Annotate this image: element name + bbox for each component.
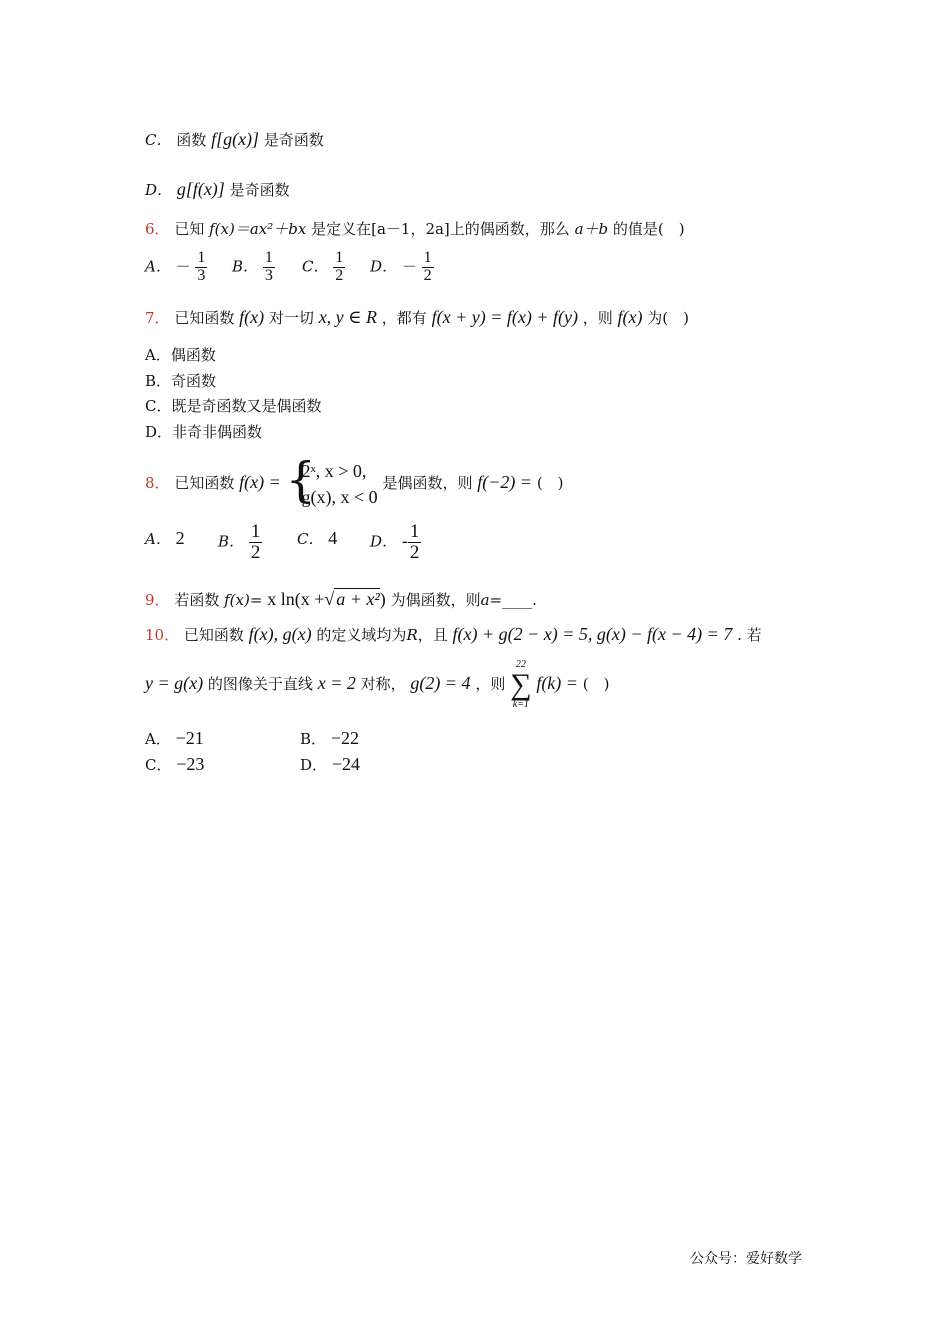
denominator: 3 <box>197 266 206 284</box>
question-6-option-a <box>145 250 207 285</box>
option-label: B． <box>218 532 245 551</box>
math-var: a <box>480 591 490 609</box>
question-8-option-b <box>218 522 262 563</box>
question-8-option-d <box>370 522 421 563</box>
sum-symbol: ∑ <box>510 668 532 701</box>
question-9-stem <box>145 590 537 608</box>
stem-text: ( ) <box>582 675 610 693</box>
math-expr: y = g(x) <box>145 673 204 693</box>
math-var: R <box>406 626 418 644</box>
math-expr: f(x) <box>617 307 643 327</box>
question-7-option-b <box>145 374 216 389</box>
denominator: 2 <box>250 541 261 563</box>
stem-text: 已知函数 <box>174 309 235 327</box>
prev-option-c <box>145 130 324 148</box>
fraction <box>333 250 345 285</box>
question-7-option-d <box>145 425 262 440</box>
question-6-stem <box>145 222 685 237</box>
footer-watermark: 公众号：爱好数学 <box>690 1251 802 1267</box>
question-6-option-b <box>232 250 275 285</box>
stem-text: 是定义在[a－1，2a]上的偶函数，那么 <box>311 220 570 238</box>
question-number: 8． <box>145 474 170 492</box>
answer-blank: =____. <box>489 591 537 609</box>
option-text: 偶函数 <box>170 346 216 364</box>
option-value: −23 <box>176 754 205 774</box>
left-brace: { <box>285 452 317 508</box>
option-label: D． <box>145 423 173 441</box>
option-label: B． <box>300 730 327 748</box>
question-number: 9． <box>145 591 170 609</box>
math-expr: f(k) = <box>536 673 578 693</box>
option-value: 2 <box>175 528 185 548</box>
option-text: 是奇函数 <box>263 131 324 149</box>
fraction <box>263 250 275 285</box>
stem-text: 对一切 <box>268 309 314 327</box>
math-expr: f(x)＝ax²＋bx <box>209 220 307 238</box>
math-expr: f(x) <box>239 307 265 327</box>
option-label: D． <box>370 257 398 276</box>
math-expr: f(x), g(x) <box>248 624 312 644</box>
stem-text: ，都有 <box>381 309 427 327</box>
stem-text: 的值是( ) <box>612 220 685 238</box>
question-number: 6． <box>145 220 170 238</box>
math-expr: ) <box>379 589 386 609</box>
question-10-option-d <box>300 754 360 775</box>
sign: - <box>401 530 408 551</box>
sqrt-radicand: a + x² <box>336 589 380 609</box>
option-label: A． <box>145 530 171 548</box>
math-expr: g(2) = 4 <box>410 673 471 693</box>
question-7-stem <box>145 308 689 326</box>
numerator: 1 <box>197 249 206 266</box>
stem-text: 对称， <box>360 675 406 693</box>
stem-text: 已知函数 <box>174 474 235 492</box>
stem-text: 已知 <box>174 220 205 238</box>
question-8-stem <box>145 452 564 510</box>
math-expr: x = 2 <box>317 673 356 693</box>
math-expr: g[f(x)] <box>176 179 225 199</box>
stem-text: 是偶函数，则 <box>382 474 473 492</box>
fraction <box>195 250 207 285</box>
option-label: D． <box>370 532 398 551</box>
question-10-option-b <box>300 728 359 749</box>
sign: － <box>175 257 191 276</box>
option-value: −21 <box>175 728 204 748</box>
stem-text: 的定义域均为 <box>316 626 407 644</box>
sum-upper-limit: 22 <box>515 659 526 670</box>
option-label: C． <box>145 131 172 149</box>
fraction <box>249 522 263 563</box>
option-value: 4 <box>328 528 338 548</box>
numerator: 1 <box>409 521 420 542</box>
numerator: 1 <box>335 249 344 266</box>
option-label: D． <box>145 181 173 199</box>
stem-text: 的图像关于直线 <box>207 675 313 693</box>
stem-text: ，且 <box>417 626 448 644</box>
math-expr: f(x) + g(2 − x) = 5, g(x) − f(x − 4) = 7 <box>452 624 733 644</box>
math-expr: f(x)= <box>224 591 263 609</box>
math-expr: f[g(x)] <box>211 129 260 149</box>
fraction <box>422 250 434 285</box>
option-label: B． <box>145 372 172 390</box>
stem-text: ，则 <box>475 675 506 693</box>
option-label: B． <box>232 257 259 276</box>
math-expr: f(−2) = <box>477 472 533 492</box>
denominator: 2 <box>409 541 420 563</box>
option-value: −24 <box>331 754 360 774</box>
question-10-option-c <box>145 754 204 775</box>
denominator: 2 <box>335 266 344 284</box>
stem-text: . 若 <box>737 626 762 644</box>
piecewise-cases <box>285 452 378 510</box>
case-2: g(x), x < 0 <box>301 487 378 507</box>
option-label: C． <box>302 257 329 276</box>
math-expr: x, y ∈ R <box>318 307 377 327</box>
case-1: 2ˣ, x > 0, <box>301 461 367 481</box>
question-8-option-c <box>297 528 337 549</box>
question-10-stem <box>145 625 762 643</box>
question-6-option-d <box>370 250 434 285</box>
option-text: 奇函数 <box>171 372 217 390</box>
question-10-stem-cont <box>145 660 609 710</box>
option-text: 既是奇函数又是偶函数 <box>171 397 322 415</box>
stem-text: 为( ) <box>647 309 690 327</box>
math-expr: f(x) = <box>239 472 281 492</box>
math-expr: a＋b <box>574 220 609 238</box>
stem-text: 若函数 <box>174 591 220 609</box>
summation <box>510 660 531 710</box>
sign: － <box>401 257 417 276</box>
option-label: D． <box>300 756 328 774</box>
prev-option-d <box>145 180 290 198</box>
question-7-option-c <box>145 399 322 414</box>
question-10-option-a <box>145 728 204 749</box>
question-6-option-c <box>302 250 345 285</box>
option-label: A． <box>145 730 171 748</box>
question-7-option-a <box>145 348 216 363</box>
numerator: 1 <box>423 249 432 266</box>
denominator: 3 <box>264 266 273 284</box>
option-label: C． <box>145 756 172 774</box>
option-text: 是奇函数 <box>229 181 290 199</box>
option-label: C． <box>145 397 172 415</box>
option-text: 非奇非偶函数 <box>172 423 263 441</box>
sum-lower-limit: k=1 <box>512 699 529 710</box>
stem-text: ，则 <box>582 309 613 327</box>
question-number: 10． <box>145 626 180 644</box>
math-expr: x ln(x + <box>267 589 325 609</box>
stem-text: 为偶函数，则 <box>390 591 481 609</box>
question-number: 7． <box>145 309 170 327</box>
option-label: C． <box>297 530 324 548</box>
option-label: A． <box>145 346 171 364</box>
stem-text: 已知函数 <box>183 626 244 644</box>
math-expr: f(x + y) = f(x) + f(y) <box>431 307 578 327</box>
fraction <box>408 522 422 563</box>
option-value: −22 <box>330 728 359 748</box>
option-text: 函数 <box>176 131 207 149</box>
numerator: 1 <box>264 249 273 266</box>
question-8-option-a <box>145 528 185 549</box>
numerator: 1 <box>250 521 261 542</box>
option-label: A． <box>145 257 171 276</box>
sqrt-sign: √ <box>324 589 335 609</box>
stem-text: ( ) <box>536 474 564 492</box>
denominator: 2 <box>423 266 432 284</box>
